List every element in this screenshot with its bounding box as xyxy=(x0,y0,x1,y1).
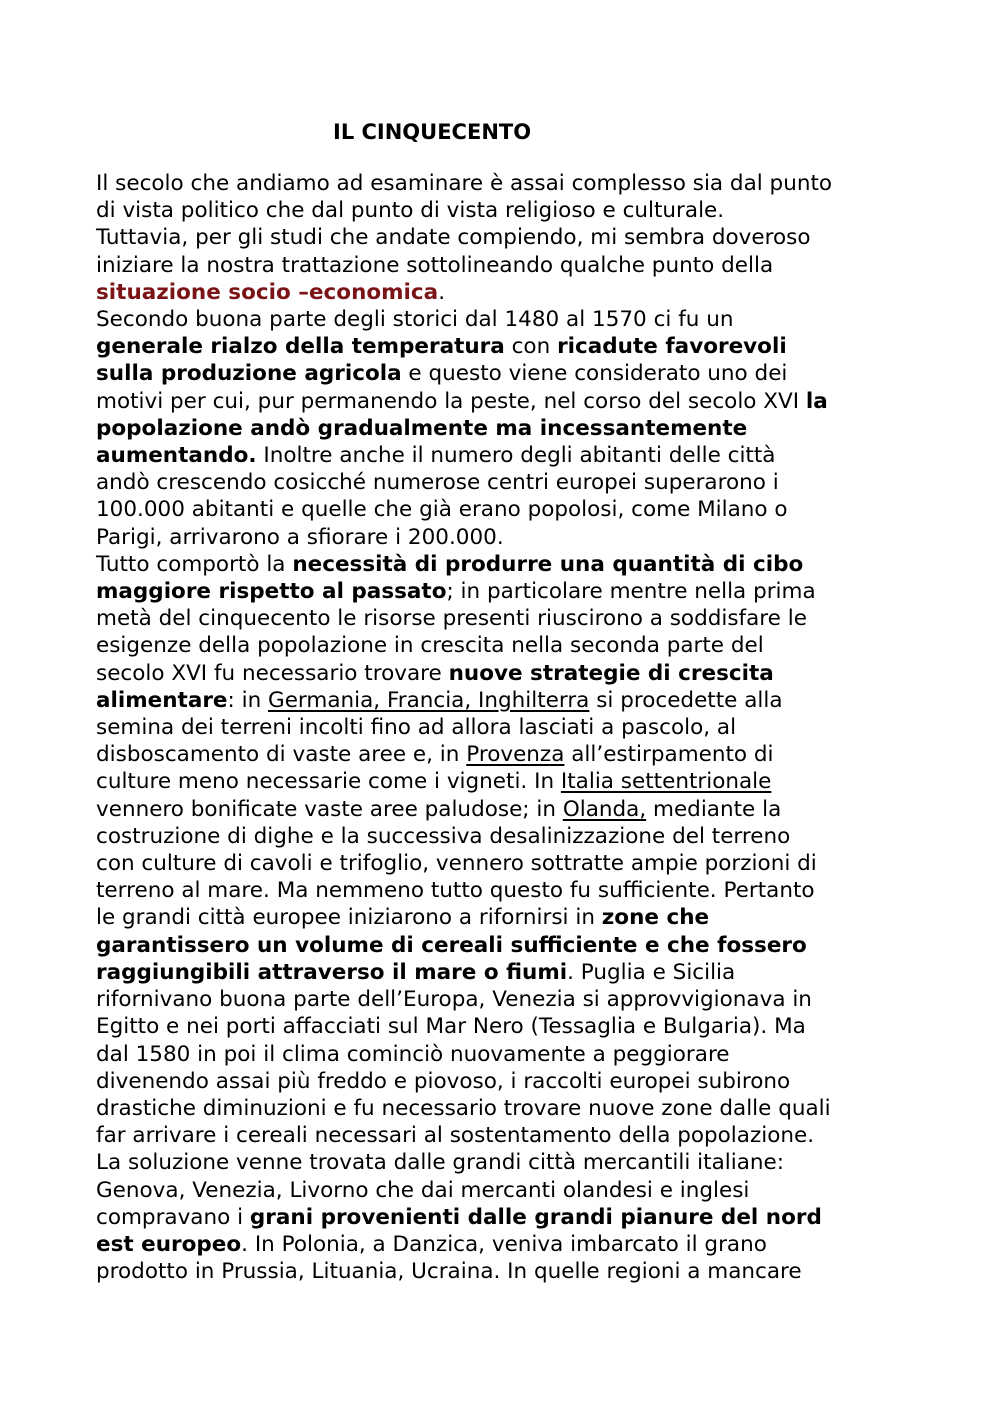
text-line xyxy=(96,415,908,442)
text-line xyxy=(96,224,908,251)
text-segment: all’estirpamento di xyxy=(564,742,774,768)
text-line xyxy=(96,333,908,360)
text-segment: di vista politico che dal punto di vista religioso e culturale. xyxy=(96,198,725,224)
text-line xyxy=(96,442,908,469)
text-segment: compravano i xyxy=(96,1204,250,1230)
text-line xyxy=(96,252,908,279)
bold-text: popolazione andò gradualmente ma incessantemente xyxy=(96,415,748,441)
text-segment: dal 1580 in poi il clima cominciò nuovamente a peggiorare xyxy=(96,1041,730,1067)
text-line xyxy=(96,796,908,823)
text-line xyxy=(96,1095,908,1122)
text-segment: si procedette alla xyxy=(589,687,783,713)
paragraph xyxy=(96,306,908,551)
text-segment: vennero bonificate vaste aree paludose; in xyxy=(96,796,563,822)
underlined-text: Germania, Francia, Inghilterra xyxy=(268,687,590,713)
text-segment: secolo XVI fu necessario trovare xyxy=(96,660,449,686)
text-segment: Tutto comportò la xyxy=(96,551,293,577)
text-segment: ; in particolare mentre nella prima xyxy=(446,579,816,605)
text-line xyxy=(96,959,908,986)
text-segment: Il secolo che andiamo ad esaminare è assai complesso sia dal punto xyxy=(96,171,833,196)
text-segment: esigenze della popolazione in crescita nella seconda parte del xyxy=(96,633,764,659)
bold-text: est europeo xyxy=(96,1231,242,1257)
bold-text: alimentare xyxy=(96,687,228,713)
text-line xyxy=(96,1231,908,1258)
text-line xyxy=(96,768,908,795)
bold-text: la xyxy=(805,388,828,414)
text-line xyxy=(96,306,908,333)
text-segment: costruzione di dighe e la successiva desalinizzazione del terreno xyxy=(96,823,791,849)
underlined-text: Italia settentrionale xyxy=(560,769,772,795)
text-line xyxy=(96,1041,908,1068)
bold-text: necessità di produrre una quantità di cibo xyxy=(292,551,804,577)
bold-text: nuove strategie di crescita xyxy=(448,660,774,686)
text-segment: semina dei terreni incolti fino ad allora lasciati a pascolo, al xyxy=(96,715,737,741)
paragraph xyxy=(96,551,908,1285)
text-line xyxy=(96,1068,908,1095)
text-line xyxy=(96,1013,908,1040)
text-line xyxy=(96,170,908,197)
text-segment: prodotto in Prussia, Lituania, Ucraina. In quelle regioni a mancare xyxy=(96,1259,802,1285)
text-line xyxy=(96,1258,908,1285)
text-segment: motivi per cui, pur permanendo la peste, nel corso del secolo XVI xyxy=(96,388,806,414)
bold-text: aumentando. xyxy=(96,443,257,469)
text-segment: le grandi città europee iniziarono a rifornirsi in xyxy=(96,905,602,931)
text-line xyxy=(96,1177,908,1204)
document-body xyxy=(96,170,908,1285)
text-segment: andò crescendo cosicché numerose centri europei superarono i xyxy=(96,470,779,496)
text-segment: Parigi, arrivarono a sfiorare i 200.000. xyxy=(96,524,504,550)
text-line xyxy=(96,823,908,850)
paragraph xyxy=(96,170,908,306)
text-segment: : in xyxy=(227,687,269,713)
text-segment: . In Polonia, a Danzica, veniva imbarcato il grano xyxy=(241,1231,767,1257)
text-line xyxy=(96,660,908,687)
text-segment: La soluzione venne trovata dalle grandi città mercantili italiane: xyxy=(96,1150,784,1176)
document-title: IL CINQUECENTO xyxy=(333,120,532,144)
text-segment: Inoltre anche il numero degli abitanti delle città xyxy=(256,443,776,469)
highlighted-text: situazione socio –economica xyxy=(96,279,439,305)
text-segment: mediante la xyxy=(646,796,782,822)
text-segment: Tuttavia, per gli studi che andate compiendo, mi sembra doveroso xyxy=(96,225,811,251)
bold-text: sulla produzione agricola xyxy=(96,361,402,387)
text-segment: con xyxy=(504,334,558,360)
text-line xyxy=(96,687,908,714)
text-line xyxy=(96,1122,908,1149)
text-line xyxy=(96,714,908,741)
text-segment: disboscamento di vaste aree e, in xyxy=(96,742,467,768)
text-line xyxy=(96,524,908,551)
text-line xyxy=(96,279,908,306)
bold-text: grani provenienti dalle grandi pianure del nord xyxy=(249,1204,822,1230)
text-segment: divenendo assai più freddo e piovoso, i raccolti europei subirono xyxy=(96,1068,791,1094)
text-segment: e questo viene considerato uno dei xyxy=(401,361,788,387)
text-segment: metà del cinquecento le risorse presenti riuscirono a soddisfare le xyxy=(96,606,807,632)
text-line xyxy=(96,469,908,496)
bold-text: raggiungibili attraverso il mare o fiumi xyxy=(96,959,568,985)
text-segment: culture meno necessarie come i vigneti. In xyxy=(96,769,561,795)
text-segment: terreno al mare. Ma nemmeno tutto questo fu sufficiente. Pertanto xyxy=(96,878,815,904)
text-segment: Genova, Venezia, Livorno che dai mercanti olandesi e inglesi xyxy=(96,1177,750,1203)
text-line xyxy=(96,496,908,523)
text-line xyxy=(96,388,908,415)
text-line xyxy=(96,551,908,578)
text-segment: con culture di cavoli e trifoglio, vennero sottratte ampie porzioni di xyxy=(96,851,817,877)
text-line xyxy=(96,850,908,877)
text-segment: Secondo buona parte degli storici dal 1480 al 1570 ci fu un xyxy=(96,307,734,333)
underlined-text: Provenza xyxy=(466,742,565,768)
text-line xyxy=(96,578,908,605)
underlined-text: Olanda, xyxy=(562,796,647,822)
text-segment: . xyxy=(438,279,446,305)
text-line xyxy=(96,904,908,931)
text-segment: . Puglia e Sicilia xyxy=(567,959,736,985)
bold-text: zone che xyxy=(601,905,710,931)
text-line xyxy=(96,605,908,632)
bold-text: maggiore rispetto al passato xyxy=(96,579,447,605)
text-line xyxy=(96,1204,908,1231)
text-line xyxy=(96,932,908,959)
text-segment: drastiche diminuzioni e fu necessario trovare nuove zone dalle quali xyxy=(96,1095,831,1121)
text-line xyxy=(96,197,908,224)
text-segment: Egitto e nei porti affacciati sul Mar Nero (Tessaglia e Bulgaria). Ma xyxy=(96,1014,806,1040)
text-line xyxy=(96,1149,908,1176)
text-line xyxy=(96,741,908,768)
text-line xyxy=(96,986,908,1013)
text-line xyxy=(96,632,908,659)
text-segment: 100.000 abitanti e quelle che già erano popolosi, come Milano o xyxy=(96,497,788,523)
text-segment: rifornivano buona parte dell’Europa, Venezia si approvvigionava in xyxy=(96,987,812,1013)
bold-text: ricadute favorevoli xyxy=(557,334,787,360)
bold-text: garantissero un volume di cereali sufficiente e che fossero xyxy=(96,932,807,958)
text-line xyxy=(96,877,908,904)
text-segment: far arrivare i cereali necessari al sostentamento della popolazione. xyxy=(96,1123,815,1149)
text-segment: iniziare la nostra trattazione sottolineando qualche punto della xyxy=(96,252,774,278)
text-line xyxy=(96,360,908,387)
bold-text: generale rialzo della temperatura xyxy=(96,334,505,360)
